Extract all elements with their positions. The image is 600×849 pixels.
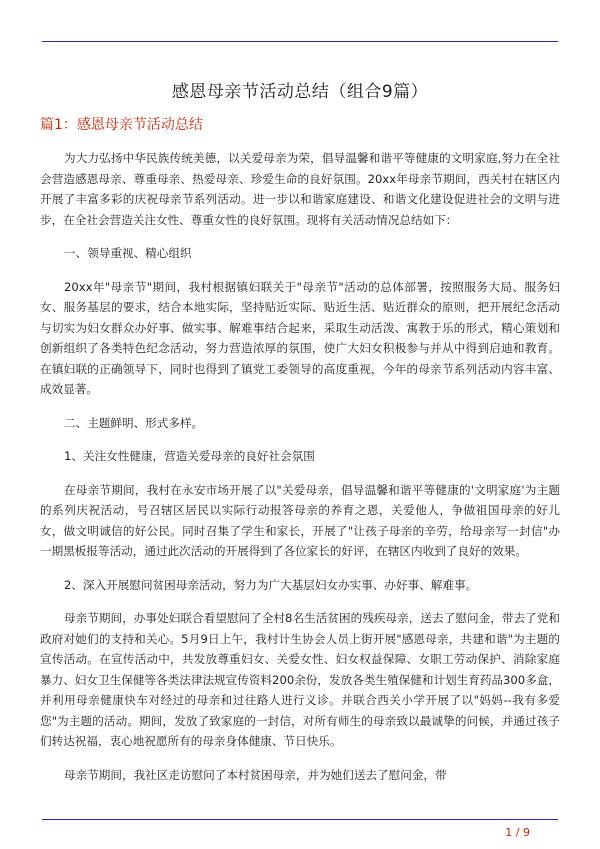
paragraph-intro: 为大力弘扬中华民族传统美德，以关爱母亲为荣，倡导温馨和谐平等健康的文明家庭,努力在全社会营造感恩母亲、尊重母亲、热爱母亲、珍爱生命的良好氛围。20xx年母亲节期间，西关村在辖区内开展了丰富多彩的庆祝母亲节系列活动。进一步以和谐家庭建设、和谐文化建设促进社会的文明与进步，在全社会营造关注女性、尊重女性的良好氛围。现将有关活动情况总结如下： <box>40 151 560 227</box>
paragraph-health: 在母亲节期间，我村在永安市场开展了以"关爱母亲，倡导温馨和谐平等健康的'文明家庭'为主题的系列庆祝活动，号召辖区居民以实际行动报答母亲的养育之恩，关爱他人，争做祖国母亲的好儿女，做文明诚信的好公民。同时召集了学生和家长，开展了"让孩子母亲的辛劳，给母亲写一封信"办一期黑板报等活动，通过此次活动的开展得到了各位家长的好评，在辖区内收到了良好的效果。 <box>40 482 560 558</box>
paragraph-leadership: 20xx年"母亲节"期间，我村根据镇妇联关于"母亲节"活动的总体部署，按照服务大局、服务妇女、服务基层的要求，结合本地实际，坚持贴近实际、贴近生活、贴近群众的原则，把开展纪念活动与切实为妇女群众办好事、做实事、解难事结合起来，采取生动活泼、寓教于乐的形式，精心策划和创新组织了各类特色纪念活动，努力营造浓厚的氛围，使广大妇女积极参与并从中得到启迪和教育。在镇妇联的正确领导下，同时也得到了镇党工委领导的高度重视，今年的母亲节系列活动内容丰富、成效显著。 <box>40 279 560 396</box>
heading-leadership: 一、领导重视、精心组织 <box>64 246 192 260</box>
paragraph-visit: 母亲节期间，我社区走访慰问了本村贫困母亲，并为她们送去了慰问金，带 <box>64 767 447 782</box>
section-title: 篇1：感恩母亲节活动总结 <box>40 117 203 133</box>
heading-health: 1、关注女性健康，营造关爱母亲的良好社会氛围 <box>64 449 315 463</box>
header-rule <box>42 41 558 42</box>
footer-rule <box>42 819 558 820</box>
paragraph-poverty: 母亲节期间，办事处妇联合看望慰问了全村8名生活贫困的残疾母亲，送去了慰问金，带去了党和政府对她们的支持和关心。5月9日上午，我村计生协会人员上街开展"感恩母亲，共建和谐"为主题的宣传活动。在宣传活动中，共发放尊重妇女、关爱女性、妇女权益保障、女职工劳动保护、消除家庭暴力、妇女卫生保健等各类法律法规宣传资料200余份，发放各类生殖保健和计划生育药品300多盒，并利用母亲健康快车对经过的母亲和过往路人进行义诊。并联合西关小学开展了以"妈妈--我有多爱您"为主题的活动。期间，发放了致家庭的一封信，对所有师生的母亲致以最诚挚的问候，并通过孩子们转达祝福，衷心地祝愿所有的母亲身体健康、节日快乐。 <box>40 611 560 748</box>
heading-theme: 二、主题鲜明、形式多样。 <box>64 415 204 430</box>
page-indicator: 1 / 9 <box>505 826 530 839</box>
document-body <box>40 148 560 798</box>
heading-poverty: 2、深入开展慰问贫困母亲活动，努力为广大基层妇女办实事、办好事、解难事。 <box>64 577 478 592</box>
document-title: 感恩母亲节活动总结（组合9篇） <box>171 82 429 102</box>
